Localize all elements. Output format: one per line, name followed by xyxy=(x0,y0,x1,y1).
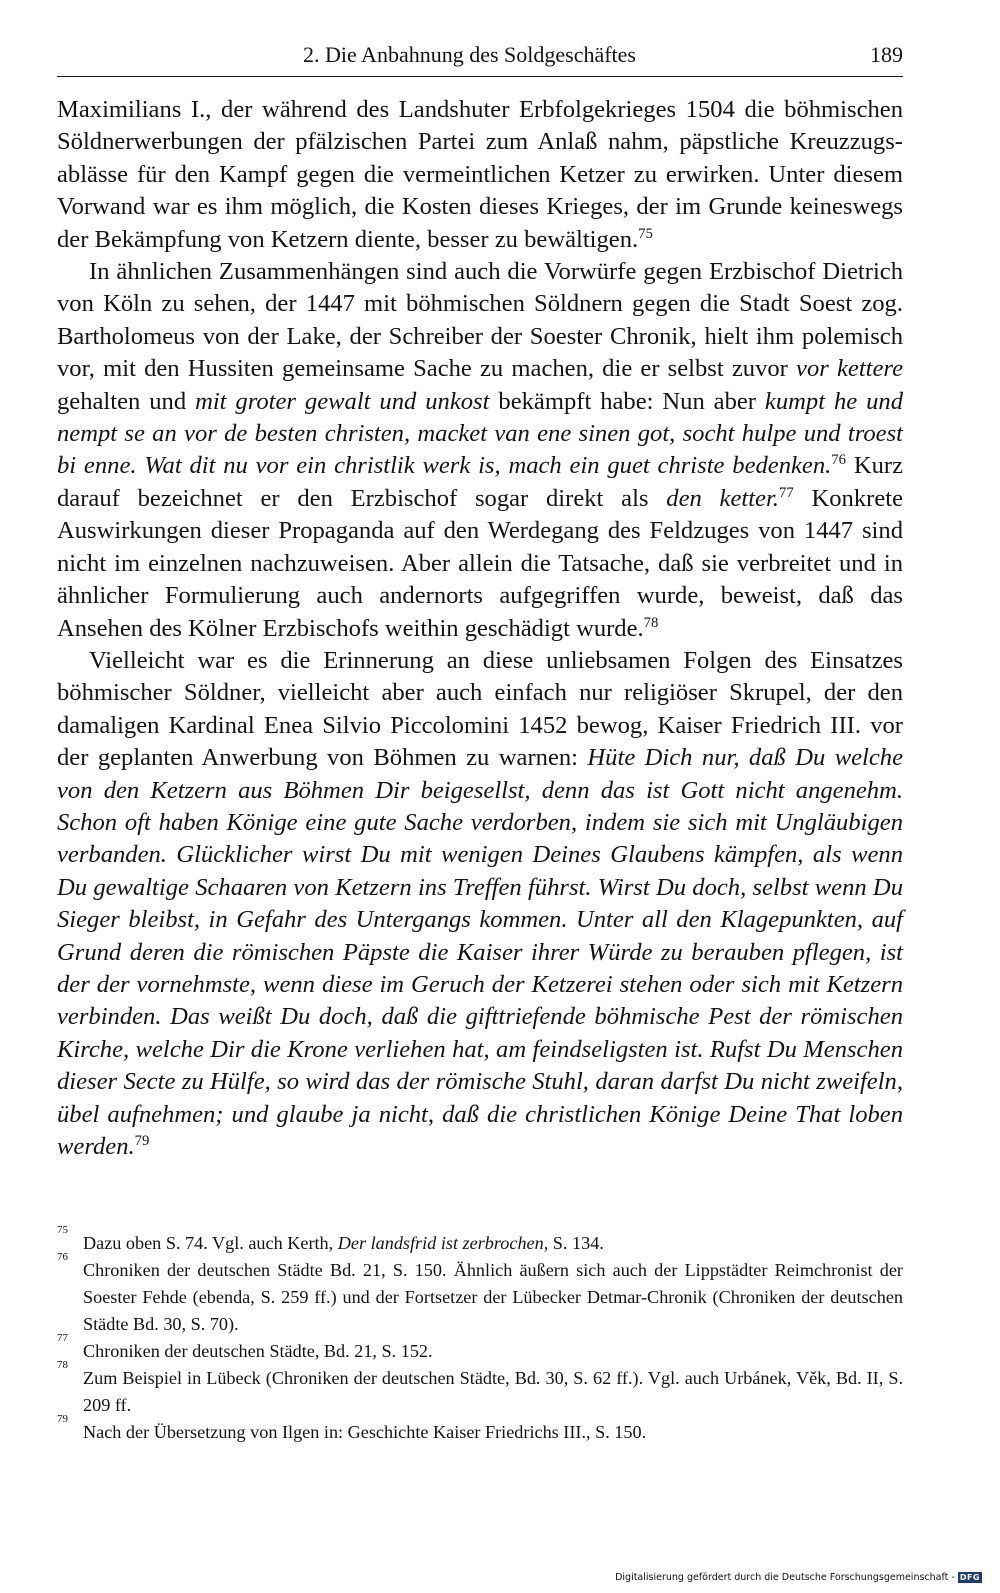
page-header xyxy=(57,38,903,77)
quote-inline: mit groter gewalt und unkost xyxy=(195,387,490,415)
quote-inline: kumpt he und nempt se an vor de besten christen, macket van ene sinen got, socht hulpe und troest bi enne. Wat dit nu vor ein christlik werk is, mach ein guet christe bedenken. xyxy=(57,387,903,480)
main-text xyxy=(57,94,903,1163)
digitization-footer xyxy=(615,1572,982,1583)
footnote-77: 77 Chroniken der deutschen Städte, Bd. 21, S. 152. xyxy=(57,1332,433,1361)
footnote-ref-79: 79 xyxy=(134,1132,150,1149)
quote-inline: den ketter. xyxy=(666,484,779,512)
digitization-note: Digitalisierung gefördert durch die Deutsche Forschungsgemeinschaft - xyxy=(615,1572,955,1583)
paragraph-2 xyxy=(57,256,903,645)
footnote-79: 79 Nach der Übersetzung von Ilgen in: Geschichte Kaiser Friedrichs III., S. 150. xyxy=(57,1413,647,1442)
footnote-ref-77: 77 xyxy=(778,484,794,501)
footnote-78: 78 Zum Beispiel in Lübeck (Chroniken der deutschen Städte, Bd. 30, S. 62 ff.). Vgl. auch Urbánek, Věk, Bd. II, S. 209 ff. xyxy=(57,1359,903,1415)
footnote-text: , S. 134. xyxy=(543,1233,604,1253)
page-number: 189 xyxy=(870,42,903,67)
text-run: bekämpft habe: Nun aber xyxy=(489,387,765,415)
running-title: 2. Die Anbahnung des Soldgeschäftes xyxy=(303,42,636,67)
quote-block: Hüte Dich nur, daß Du welche von den Ketzern aus Böhmen Dir beigesellst, denn das ist Gott nicht angenehm. Schon oft haben Könige eine gute Sache verdorben, indem sie sich mit Ungläubigen verbanden. Glücklicher wirst Du mit wenigen Deines Glaubens kämpfen, als wenn Du gewaltige Schaaren von Ketzern ins Treffen führst. Wirst Du doch, selbst wenn Du Sieger bleibst, in Gefahr des Untergangs kommen. Unter all den Klagepunkten, auf Grund deren die römischen Päpste die Kaiser ihrer Würde zu berauben pflegen, ist der der vornehmste, wenn diese im Geruch der Ketzerei stehen oder sich mit Ketzern verbinden. Das weißt Du doch, daß die gifttriefende böhmische Pest der römischen Kirche, welche Dir die Krone verliehen hat, am feindseligsten ist. Rufst Du Menschen dieser Secte zu Hülfe, so wird das der römische Stuhl, daran darfst Du nicht zweifeln, übel aufnehmen; und glaube ja nicht, daß die christlichen Könige Deine That loben werden. xyxy=(57,744,903,1160)
text-run: Vielleicht war es die Erinnerung an diese unliebsamen Folgen des Einsatzes böhmischer Söldner, vielleicht aber auch einfach nur religiöser Skrupel, der den damaligen Kardinal Enea Silvio Piccolomini 1452 bewog, Kaiser Friedrich III. vor der geplanten Anwerbung von Böhmen zu warnen: xyxy=(57,646,903,772)
footnote-ref-78: 78 xyxy=(643,614,659,631)
footnote-text: Chroniken der deutschen Städte, Bd. 21, S. 152. xyxy=(83,1341,433,1361)
footnote-title: Der landsfrid ist zerbrochen xyxy=(337,1233,544,1253)
footnote-76: 76 Chroniken der deutschen Städte Bd. 21, S. 150. Ähnlich äußern sich auch der Lippstädter Reimchronist der Soester Fehde (ebenda, S. 259 ff.) und der Fortsetzer der Lübecker Detmar-Chronik (Chroniken der deutschen Städte Bd. 30, S. 70). xyxy=(57,1251,903,1334)
footnote-text: Chroniken der deutschen Städte Bd. 21, S. 150. Ähnlich äußern sich auch der Lippstädter Reimchronist der Soester Fehde (ebenda, S. 259 ff.) und der Fortsetzer der Lübecker Detmar-Chronik (Chroniken der deutschen Städte Bd. 30, S. 70). xyxy=(83,1260,903,1334)
text-run: Maximilians I., der während des Landshuter Erbfolgekrieges 1504 die böhmischen Söldnerwerbungen der pfälzischen Partei zum Anlaß nahm, päpstliche Kreuzzugsablässe für den Kampf gegen die vermeintlichen Ketzer zu erwirken. Unter diesem Vorwand war es ihm möglich, die Kosten dieses Krieges, der im Grunde keineswegs der Bekämpfung von Ketzern diente, besser zu bewältigen. xyxy=(57,96,903,253)
text-run: gehalten und xyxy=(57,387,196,415)
footnote-text: Nach der Übersetzung von Ilgen in: Geschichte Kaiser Friedrichs III., S. 150. xyxy=(83,1422,647,1442)
text-run: Kurz darauf bezeichnet er den Erzbischof sogar direkt als xyxy=(57,452,903,512)
quote-inline: vor kettere xyxy=(796,355,903,383)
paragraph-1 xyxy=(57,94,903,256)
footnote-text: Dazu oben S. 74. Vgl. auch Kerth, xyxy=(83,1233,338,1253)
footnote-ref-76: 76 xyxy=(831,452,847,469)
footnote-text: Zum Beispiel in Lübeck (Chroniken der deutschen Städte, Bd. 30, S. 62 ff.). Vgl. auch Urbánek, Věk, Bd. II, S. 209 ff. xyxy=(83,1368,903,1415)
text-run: Konkrete Auswirkungen dieser Propaganda auf den Werdegang des Feldzuges von 1447 sind nicht im einzelnen nachzuweisen. Aber allein die Tatsache, daß sie verbreitet und in ähnlicher Formulierung auch andernorts aufgegriffen wurde, beweist, daß das Ansehen des Kölner Erzbischofs weithin geschädigt wurde. xyxy=(57,484,904,642)
footnote-75: 75 Dazu oben S. 74. Vgl. auch Kerth, Der landsfrid ist zerbrochen, S. 134. xyxy=(57,1224,604,1253)
footnotes xyxy=(57,1224,903,1446)
text-run: In ähnlichen Zusammenhängen sind auch die Vorwürfe gegen Erzbischof Dietrich von Köln zu sehen, der 1447 mit böhmischen Söldnern gegen die Stadt Soest zog. Bartholomeus von der Lake, der Schreiber der Soester Chronik, hielt ihm polemisch vor, mit den Hussiten gemeinsame Sache zu machen, die er selbst zuvor xyxy=(57,258,903,383)
paragraph-3 xyxy=(57,645,903,1164)
dfg-logo-icon: DFG xyxy=(959,1573,980,1582)
footnote-ref-75: 75 xyxy=(638,225,653,242)
